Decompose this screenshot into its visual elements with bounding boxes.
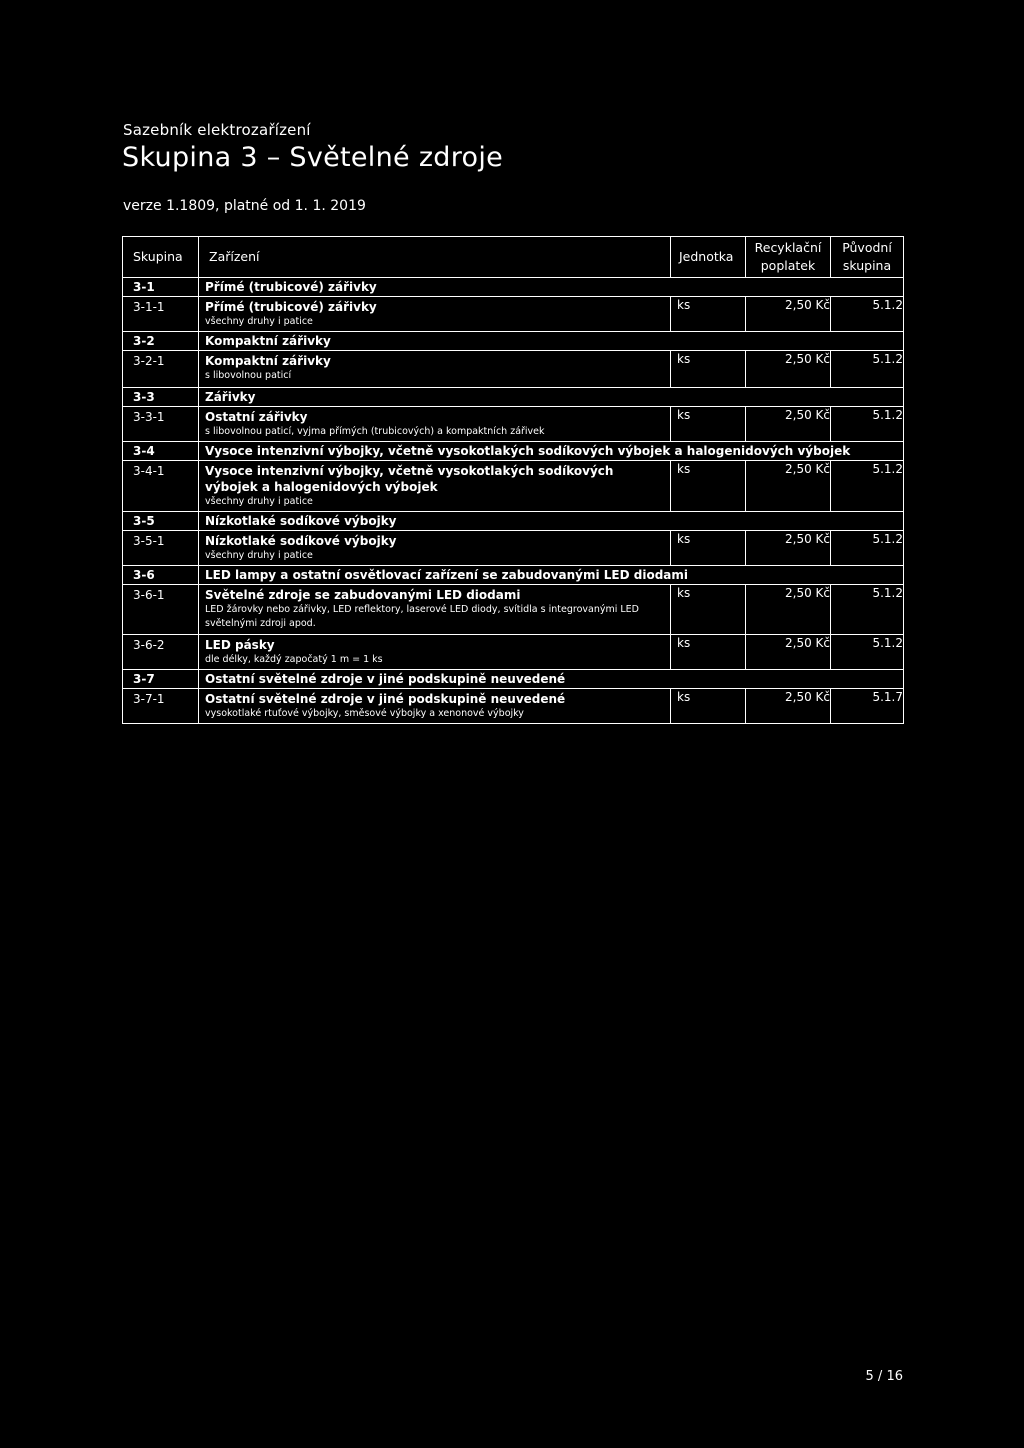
section-name: LED lampy a ostatní osvětlovací zařízení se zabudovanými LED diodami xyxy=(199,566,904,585)
section-row xyxy=(123,442,904,461)
item-recycling-fee: 2,50 Kč xyxy=(746,635,831,670)
column-header-device: Zařízení xyxy=(199,237,671,278)
column-header-fee-line2: poplatek xyxy=(760,258,816,273)
item-device-note: všechny druhy i patice xyxy=(205,316,313,327)
item-unit: ks xyxy=(671,635,746,670)
page-number: 5 / 16 xyxy=(865,1369,903,1384)
item-device-name: Ostatní zářivky xyxy=(205,410,308,424)
item-original-group: 5.1.2 xyxy=(831,461,904,512)
item-original-group: 5.1.2 xyxy=(831,297,904,332)
section-row xyxy=(123,512,904,531)
item-device xyxy=(199,689,671,724)
item-original-group: 5.1.2 xyxy=(831,585,904,635)
item-row xyxy=(123,407,904,442)
section-code: 3-2 xyxy=(123,332,199,351)
item-row xyxy=(123,351,904,388)
item-unit: ks xyxy=(671,585,746,635)
item-unit: ks xyxy=(671,531,746,566)
section-row xyxy=(123,566,904,585)
item-code: 3-5-1 xyxy=(123,531,199,566)
item-recycling-fee: 2,50 Kč xyxy=(746,585,831,635)
item-device xyxy=(199,351,671,388)
item-device-name: Vysoce intenzivní výbojky, včetně vysokotlakých sodíkových výbojek a halogenidových výbojek xyxy=(205,464,614,494)
document-subtitle: Sazebník elektrozařízení xyxy=(123,121,311,139)
item-device xyxy=(199,531,671,566)
column-header-group: Skupina xyxy=(123,237,199,278)
item-code: 3-4-1 xyxy=(123,461,199,512)
column-header-original-group xyxy=(831,237,904,278)
item-row xyxy=(123,689,904,724)
item-device-note: vysokotlaké rtuťové výbojky, směsové výbojky a xenonové výbojky xyxy=(205,708,524,719)
section-name: Nízkotlaké sodíkové výbojky xyxy=(199,512,904,531)
item-original-group: 5.1.7 xyxy=(831,689,904,724)
item-original-group: 5.1.2 xyxy=(831,635,904,670)
item-device-name: Nízkotlaké sodíkové výbojky xyxy=(205,534,397,548)
item-original-group: 5.1.2 xyxy=(831,351,904,388)
section-name: Ostatní světelné zdroje v jiné podskupině neuvedené xyxy=(199,670,904,689)
item-code: 3-6-2 xyxy=(123,635,199,670)
item-device-note: dle délky, každý započatý 1 m = 1 ks xyxy=(205,654,383,665)
item-row xyxy=(123,585,904,635)
section-code: 3-3 xyxy=(123,388,199,407)
item-device-note: s libovolnou paticí, vyjma přímých (trubicových) a kompaktních zářivek xyxy=(205,426,545,437)
item-recycling-fee: 2,50 Kč xyxy=(746,689,831,724)
page-title: Skupina 3 – Světelné zdroje xyxy=(122,142,504,173)
item-device xyxy=(199,461,671,512)
column-header-orig-line2: skupina xyxy=(842,258,892,273)
item-code: 3-6-1 xyxy=(123,585,199,635)
item-device-name: Ostatní světelné zdroje v jiné podskupině neuvedené xyxy=(205,692,566,706)
item-device-name: LED pásky xyxy=(205,638,275,652)
section-row xyxy=(123,670,904,689)
item-unit: ks xyxy=(671,689,746,724)
item-device xyxy=(199,635,671,670)
item-unit: ks xyxy=(671,351,746,388)
column-header-orig-line1: Původní xyxy=(842,240,892,255)
section-row xyxy=(123,388,904,407)
item-device-name: Světelné zdroje se zabudovanými LED diodami xyxy=(205,588,521,602)
item-original-group: 5.1.2 xyxy=(831,407,904,442)
item-device-note: s libovolnou paticí xyxy=(205,370,292,381)
item-code: 3-2-1 xyxy=(123,351,199,388)
section-code: 3-6 xyxy=(123,566,199,585)
item-unit: ks xyxy=(671,297,746,332)
column-header-fee-line1: Recyklační xyxy=(754,240,822,255)
item-device-note: všechny druhy i patice xyxy=(205,550,313,561)
section-name: Zářivky xyxy=(199,388,904,407)
column-header-unit: Jednotka xyxy=(671,237,746,278)
item-recycling-fee: 2,50 Kč xyxy=(746,407,831,442)
item-device xyxy=(199,407,671,442)
item-recycling-fee: 2,50 Kč xyxy=(746,351,831,388)
item-code: 3-3-1 xyxy=(123,407,199,442)
item-device-note: LED žárovky nebo zářivky, LED reflektory, laserové LED diody, svítidla s integrovanými LED světelnými zdroji apod. xyxy=(205,604,639,629)
item-unit: ks xyxy=(671,407,746,442)
item-unit: ks xyxy=(671,461,746,512)
item-row xyxy=(123,531,904,566)
section-code: 3-4 xyxy=(123,442,199,461)
item-recycling-fee: 2,50 Kč xyxy=(746,531,831,566)
fee-table xyxy=(122,236,904,724)
item-code: 3-1-1 xyxy=(123,297,199,332)
item-device-note: všechny druhy i patice xyxy=(205,496,313,507)
item-row xyxy=(123,297,904,332)
item-device xyxy=(199,297,671,332)
section-code: 3-7 xyxy=(123,670,199,689)
item-device-name: Přímé (trubicové) zářivky xyxy=(205,300,377,314)
item-recycling-fee: 2,50 Kč xyxy=(746,461,831,512)
version-info: verze 1.1809, platné od 1. 1. 2019 xyxy=(123,198,366,214)
section-name: Vysoce intenzivní výbojky, včetně vysokotlakých sodíkových výbojek a halogenidových výbojek xyxy=(199,442,904,461)
item-device-name: Kompaktní zářivky xyxy=(205,354,331,368)
section-row xyxy=(123,278,904,297)
table-body xyxy=(123,278,904,724)
table-header-row xyxy=(123,237,904,278)
item-code: 3-7-1 xyxy=(123,689,199,724)
item-row xyxy=(123,635,904,670)
column-header-fee xyxy=(746,237,831,278)
item-original-group: 5.1.2 xyxy=(831,531,904,566)
item-row xyxy=(123,461,904,512)
item-device xyxy=(199,585,671,635)
section-row xyxy=(123,332,904,351)
section-name: Přímé (trubicové) zářivky xyxy=(199,278,904,297)
section-code: 3-5 xyxy=(123,512,199,531)
section-name: Kompaktní zářivky xyxy=(199,332,904,351)
section-code: 3-1 xyxy=(123,278,199,297)
item-recycling-fee: 2,50 Kč xyxy=(746,297,831,332)
